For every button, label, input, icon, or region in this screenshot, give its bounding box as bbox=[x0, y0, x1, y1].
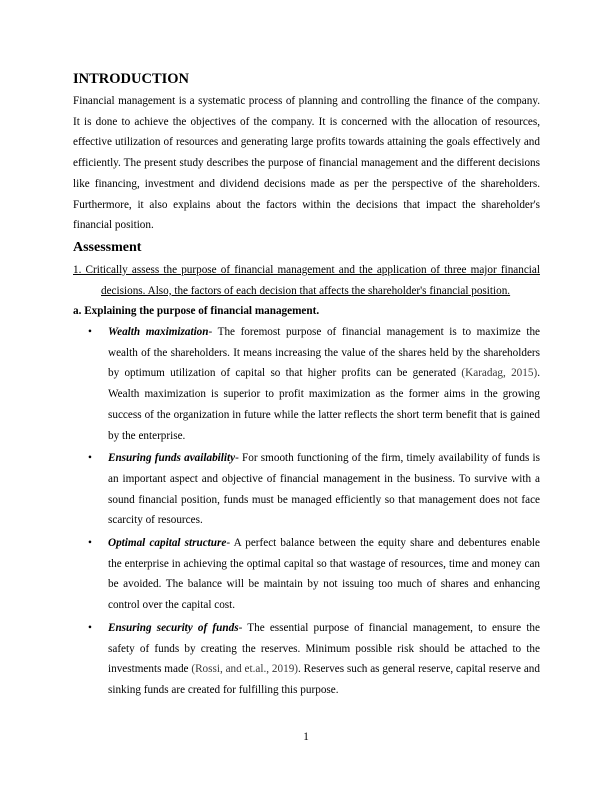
introduction-heading: INTRODUCTION bbox=[73, 71, 190, 87]
bullet-term: Optimal capital structure bbox=[108, 537, 227, 550]
page-content bbox=[73, 70, 540, 703]
citation: (Rossi, and et.al., 2019) bbox=[191, 663, 299, 676]
bullet-dot: • bbox=[88, 452, 92, 465]
bullet-text bbox=[108, 533, 540, 616]
bullet-term: Wealth maximization bbox=[108, 326, 209, 339]
bullet-body-continued: . Reserves such as general reserve, capital reserve and sinking funds are created for fulfilling this purpose. bbox=[108, 663, 540, 696]
bullet-text bbox=[108, 322, 540, 446]
page-number: 1 bbox=[303, 731, 309, 743]
bullet-text bbox=[108, 618, 540, 701]
bullet-term: Ensuring security of funds bbox=[108, 621, 239, 634]
question-1: 1. Critically assess the purpose of financial management and the application of three major financial decisions. Also, the factors of each decision that affects the shareholder's financial position. bbox=[73, 263, 540, 297]
bullet-dot: • bbox=[88, 621, 92, 634]
bullet-body: - The foremost purpose of financial management is to maximize the wealth of the shareholders. It means increasing the value of the shares held by the shareholders by optimum utilization of capital so that higher profits can be generated bbox=[108, 326, 541, 380]
bullet-body: - A perfect balance between the equity share and debentures enable the enterprise in achieving the optimal capital so that wastage of resources, time and money can be avoided. The balance will be maintain by not issuing too much of shares and enhancing control over the capital cost. bbox=[108, 537, 540, 612]
bullet-optimal-capital-structure bbox=[73, 533, 540, 616]
bullet-text bbox=[108, 448, 540, 531]
bullet-dot: • bbox=[88, 537, 92, 550]
bullet-dot: • bbox=[88, 326, 92, 339]
bullet-body-continued: . Wealth maximization is superior to profit maximization as the former aims in the growing success of the organization in future while the latter reflects the short term benefit that is gained by the enterprise. bbox=[108, 367, 540, 442]
bullet-wealth-maximization bbox=[73, 322, 540, 446]
assessment-heading: Assessment bbox=[73, 239, 142, 255]
bullet-ensuring-security-of-funds bbox=[73, 618, 540, 701]
part-a-heading: a. Explaining the purpose of financial management. bbox=[73, 305, 320, 318]
citation: (Karadag, 2015) bbox=[461, 367, 538, 380]
bullet-ensuring-funds-availability bbox=[73, 448, 540, 531]
purpose-bullet-list bbox=[73, 322, 540, 701]
bullet-body: - For smooth functioning of the firm, timely availability of funds is an important aspect and objective of financial management in the business. To survive with a sound financial position, funds must be managed efficiently so that management does not face scarcity of resources. bbox=[108, 452, 540, 527]
bullet-body: - The essential purpose of financial management, to ensure the safety of funds by creating the reserves. Minimum possible risk should be attached to the investments made bbox=[108, 621, 540, 676]
bullet-term: Ensuring funds availability bbox=[108, 452, 236, 465]
introduction-paragraph: Financial management is a systematic process of planning and controlling the finance of the company. It is done to achieve the objectives of the company. It is concerned with the allocation of resources, effective utilization of resources and generating large profits towards attaining the goals effectively and efficiently. The present study describes the purpose of financial management and the different decisions like financing, investment and dividend decisions made as per the perspective of the shareholders. Furthermore, it also explains about the factors within the decisions that impact the shareholder's financial position. bbox=[73, 95, 540, 232]
